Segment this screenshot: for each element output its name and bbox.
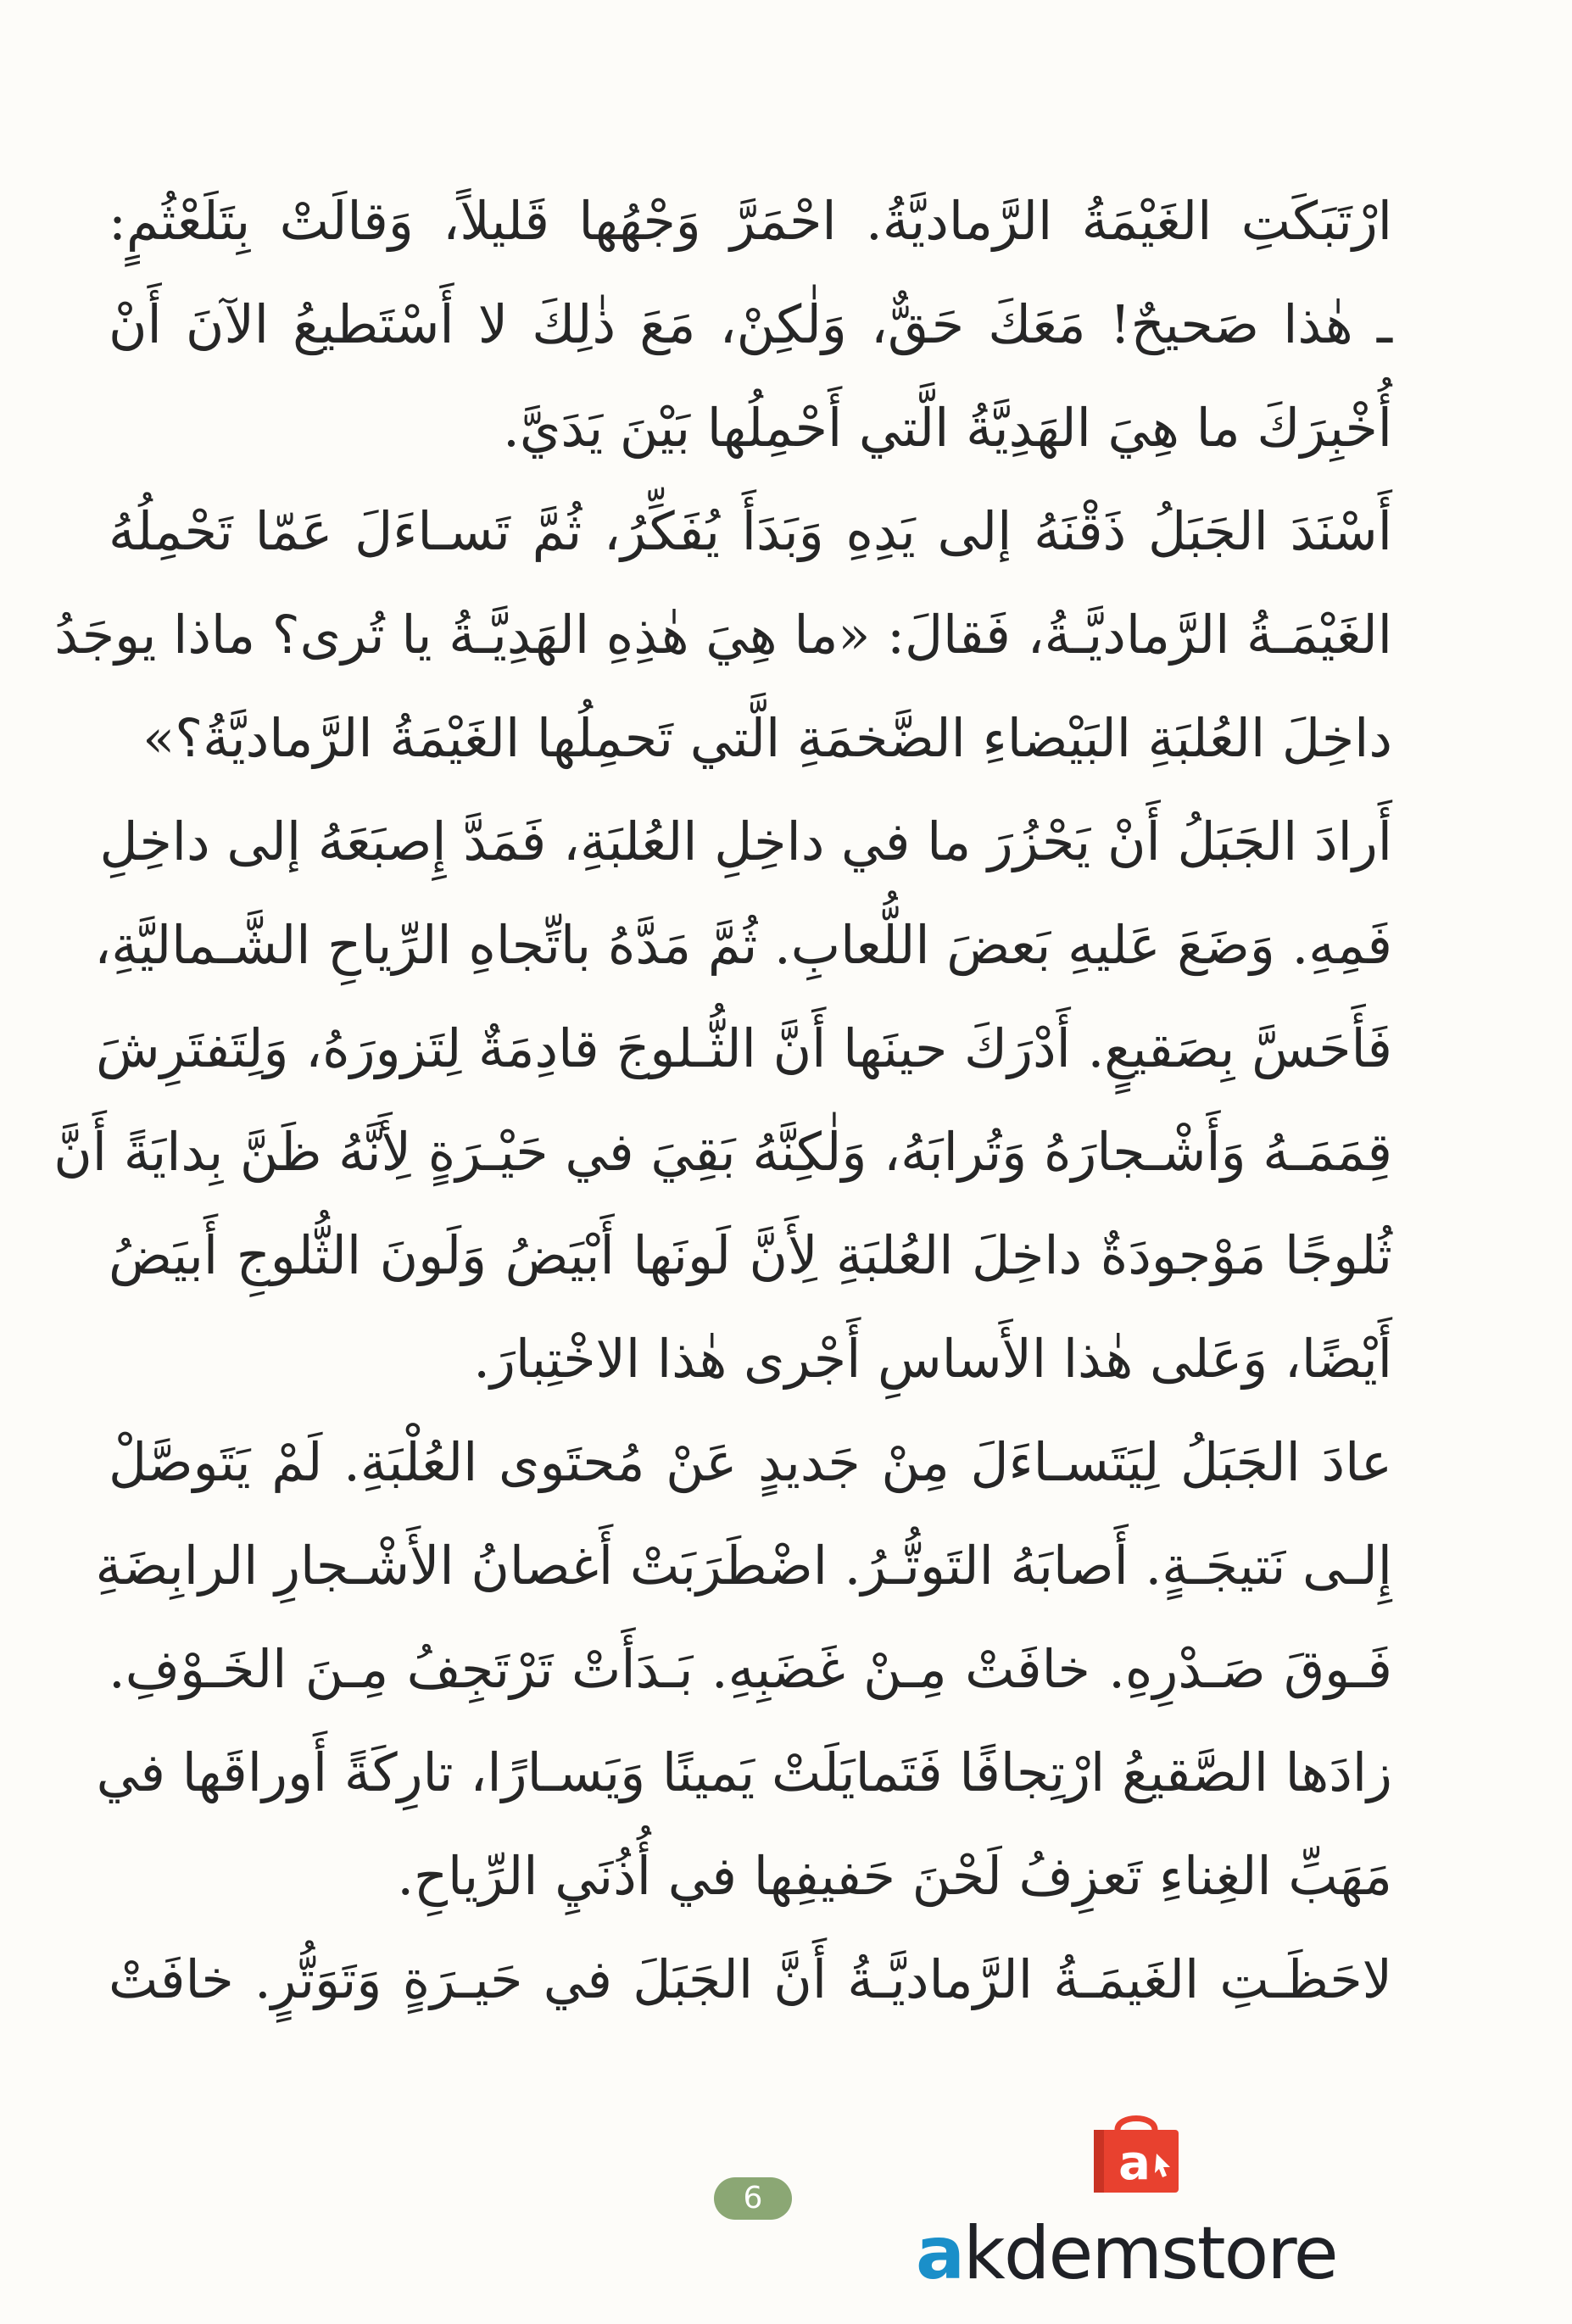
text-line: ارْتَبَكَتِ الغَيْمَةُ الرَّماديَّةُ. احْمَرَّ وَجْهُها قَليلاً، وَقالَتْ بِتَلَعْثُمٍ: xyxy=(109,190,1392,252)
logo-rest: kdemstore xyxy=(963,2211,1337,2296)
logo-wordmark xyxy=(916,2211,1391,2296)
text-line: إِلـى نَتيجَـةٍ. أَصابَهُ التَوتُّـرُ. اضْطَرَبَتْ أَغصانُ الأَشْـجارِ الرابِضَةِ xyxy=(95,1535,1392,1597)
text-line: أَسْنَدَ الجَبَلُ ذَقْنَهُ إلى يَدِهِ وَبَدَأَ يُفَكِّرُ، ثُمَّ تَسـاءَلَ عَمّا تَحْمِلُهُ xyxy=(109,500,1392,562)
text-line: أَرادَ الجَبَلُ أَنْ يَحْزُرَ ما في داخِلِ العُلبَةِ، فَمَدَّ إِصبَعَهُ إلى داخِلِ xyxy=(99,811,1392,872)
text-line: لاحَظَـتِ الغَيمَـةُ الرَّماديَّـةُ أَنَّ الجَبَلَ في حَيـرَةٍ وَتَوَتُّرٍ. خافَتْ xyxy=(109,1948,1392,2010)
story-text xyxy=(53,170,1392,2031)
text-line: زادَها الصَّقيعُ ارْتِجافًا فَتَمايَلَتْ يَمينًا وَيَسـارًا، تارِكَةً أَوراقَها في xyxy=(96,1742,1392,1803)
shopping-bag-icon xyxy=(1085,2111,1187,2196)
text-line: فَأَحَسَّ بِصَقيعٍ. أَدْرَكَ حينَها أَنَّ الثُّـلوجَ قادِمَةٌ لِتَزورَهُ، وَلِتَفتَرِشَ xyxy=(95,1017,1392,1079)
text-line: قِمَمَـهُ وَأَشْـجارَهُ وَتُرابَهُ، وَلٰكِنَّهُ بَقِيَ في حَيْـرَةٍ لِأَنَّهُ ظَنَّ بِدايَةً أَنَّ xyxy=(53,1121,1392,1183)
text-line: فَمِهِ. وَضَعَ عَليهِ بَعضَ اللُّعابِ. ثُمَّ مَدَّهُ باتِّجاهِ الرِّياحِ الشَّـماليَّةِ، xyxy=(94,914,1392,976)
text-line: الغَيْمَـةُ الرَّماديَّـةُ، فَقالَ: «ما هِيَ هٰذِهِ الهَدِيَّـةُ يا تُرى؟ ماذا يوجَدُ xyxy=(54,604,1392,666)
text-line: أُخْبِرَكَ ما هِيَ الهَدِيَّةُ الَّتي أَحْمِلُها بَيْنَ يَدَيَّ. xyxy=(503,397,1392,459)
text-line: ـ هٰذا صَحيحٌ! مَعَكَ حَقٌّ، وَلٰكِنْ، مَعَ ذٰلِكَ لا أَسْتَطيعُ الآنَ أَنْ xyxy=(109,293,1392,355)
text-line: أَيْضًا، وَعَلى هٰذا الأَساسِ أَجْرى هٰذا الاخْتِبارَ. xyxy=(473,1328,1392,1390)
text-line: عادَ الجَبَلُ لِيَتَسـاءَلَ مِنْ جَديدٍ عَنْ مُحتَوى العُلْبَةِ. لَمْ يَتَوصَّلْ xyxy=(109,1431,1392,1493)
text-line: داخِلَ العُلبَةِ البَيْضاءِ الضَّخمَةِ الَّتي تَحمِلُها الغَيْمَةُ الرَّماديَّةُ؟» xyxy=(142,707,1392,769)
page-number-badge: 6 xyxy=(714,2177,792,2220)
logo-letter-a: a xyxy=(916,2211,964,2296)
text-line: مَهَبِّ الغِناءِ تَعزِفُ لَحْنَ حَفيفِها في أُذُنَيِ الرِّياحِ. xyxy=(397,1845,1392,1907)
text-line: فَـوقَ صَـدْرِهِ. خافَتْ مِـنْ غَضَبِهِ. بَـدَأَتْ تَرْتَجِفُ مِـنَ الخَـوْفِ. xyxy=(109,1638,1392,1700)
svg-text:a: a xyxy=(1118,2136,1151,2191)
akdemstore-logo xyxy=(916,2111,1391,2298)
text-line: ثُلوجًا مَوْجودَةٌ داخِلَ العُلبَةِ لِأَنَّ لَونَها أَبْيَضُ وَلَونَ الثُّلوجِ أَبيَضُ xyxy=(109,1224,1392,1286)
